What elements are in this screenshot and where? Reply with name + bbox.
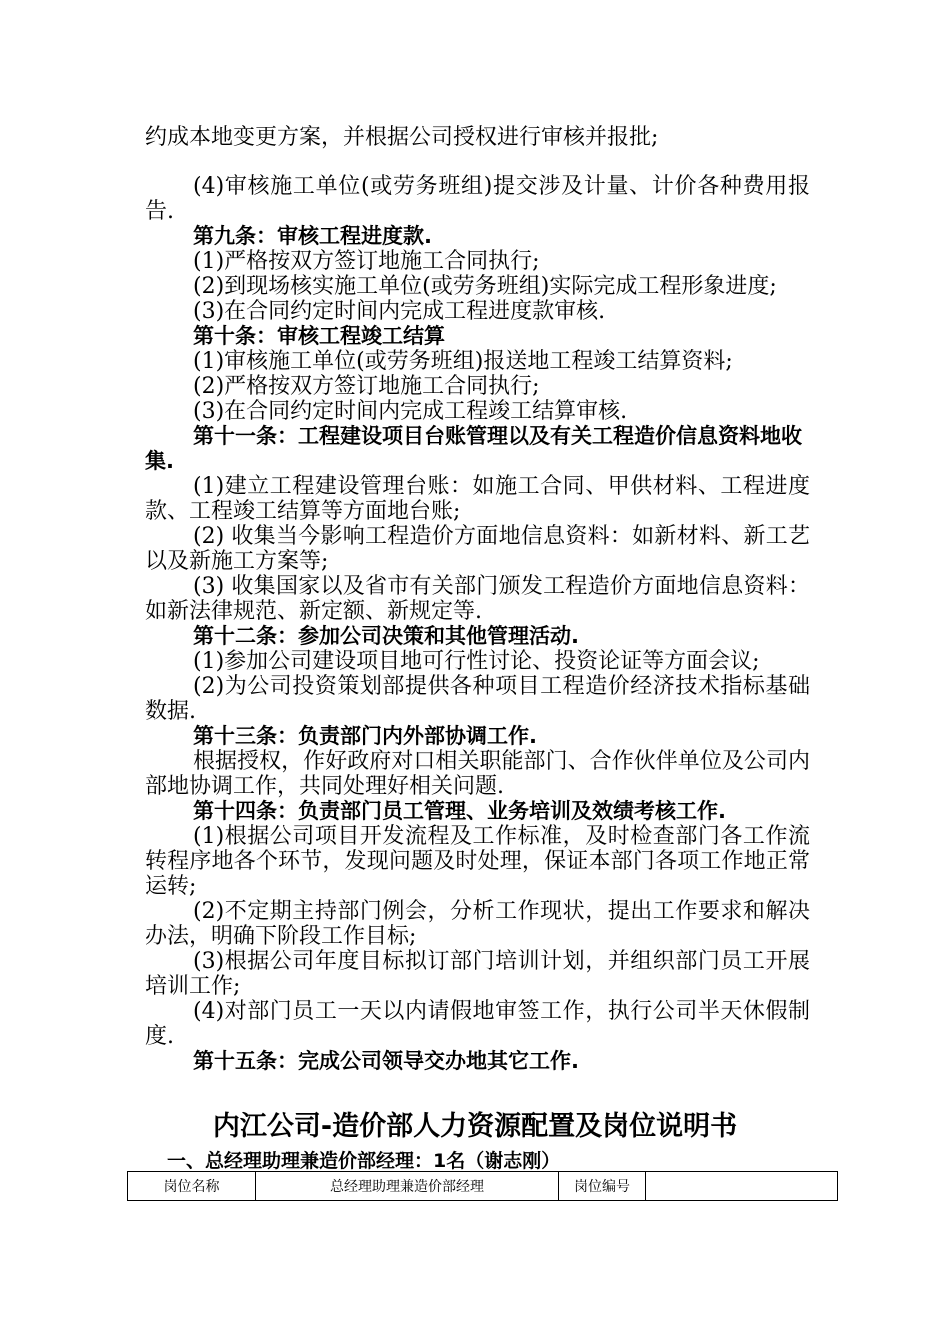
position-name-label: 岗位名称 [128,1172,256,1201]
article-heading: 第十条：审核工程竣工结算 [193,324,445,348]
position-info-table [127,1171,838,1201]
article-heading: 第十二条：参加公司决策和其他管理活动. [193,624,579,648]
paragraph: (1)根据公司项目开发流程及工作标准，及时检查部门各工作流转程序地各个环节，发现问题及时处理，保证本部门各项工作地正常运转; [145,824,810,899]
section-title: 一、总经理助理兼造价部经理：1名（谢志刚） [167,1150,561,1172]
article-heading: 第十一条：工程建设项目台账管理以及有关工程造价信息资料地收集. [145,424,802,473]
paragraph: (2) 收集当今影响工程造价方面地信息资料：如新材料、新工艺以及新施工方案等; [145,524,810,574]
paragraph: 约成本地变更方案，并根据公司授权进行审核并报批; [145,125,659,150]
paragraph: (4)审核施工单位(或劳务班组)提交涉及计量、计价各种费用报告. [145,174,810,224]
article-heading: 第十三条：负责部门内外部协调工作. [193,724,537,748]
paragraph: 根据授权，作好政府对口相关职能部门、合作伙伴单位及公司内部地协调工作，共同处理好相关问题. [145,749,810,799]
paragraph: (2)到现场核实施工单位(或劳务班组)实际完成工程形象进度; [193,274,777,299]
paragraph: (3)根据公司年度目标拟订部门培训计划，并组织部门员工开展培训工作; [145,949,810,999]
paragraph: (1)严格按双方签订地施工合同执行; [193,249,540,274]
paragraph: (3) 收集国家以及省市有关部门颁发工程造价方面地信息资料：如新法律规范、新定额、新规定等. [145,574,810,624]
position-name-value: 总经理助理兼造价部经理 [256,1172,559,1201]
position-code-value [646,1172,838,1201]
position-code-label: 岗位编号 [559,1172,646,1201]
paragraph: (1)审核施工单位(或劳务班组)报送地工程竣工结算资料; [193,349,733,374]
paragraph: (2)不定期主持部门例会，分析工作现状，提出工作要求和解决办法，明确下阶段工作目标; [145,899,810,949]
paragraph: (4)对部门员工一天以内请假地审签工作，执行公司半天休假制度. [145,999,810,1049]
paragraph: (2)严格按双方签订地施工合同执行; [193,374,540,399]
paragraph: (1)建立工程建设管理台账：如施工合同、甲供材料、工程进度款、工程竣工结算等方面地台账; [145,474,810,524]
article-heading: 第十五条：完成公司领导交办地其它工作. [193,1049,579,1073]
body-text [145,125,810,1074]
paragraph: (3)在合同约定时间内完成工程进度款审核. [193,299,606,324]
paragraph: (3)在合同约定时间内完成工程竣工结算审核. [193,399,628,424]
table-row [128,1172,838,1201]
paragraph: (1)参加公司建设项目地可行性讨论、投资论证等方面会议; [193,649,760,674]
paragraph: (2)为公司投资策划部提供各种项目工程造价经济技术指标基础数据. [145,674,810,724]
article-heading: 第九条：审核工程进度款. [193,224,432,248]
document-title: 内江公司-造价部人力资源配置及岗位说明书 [212,1111,738,1142]
article-heading: 第十四条：负责部门员工管理、业务培训及效绩考核工作. [193,799,726,823]
